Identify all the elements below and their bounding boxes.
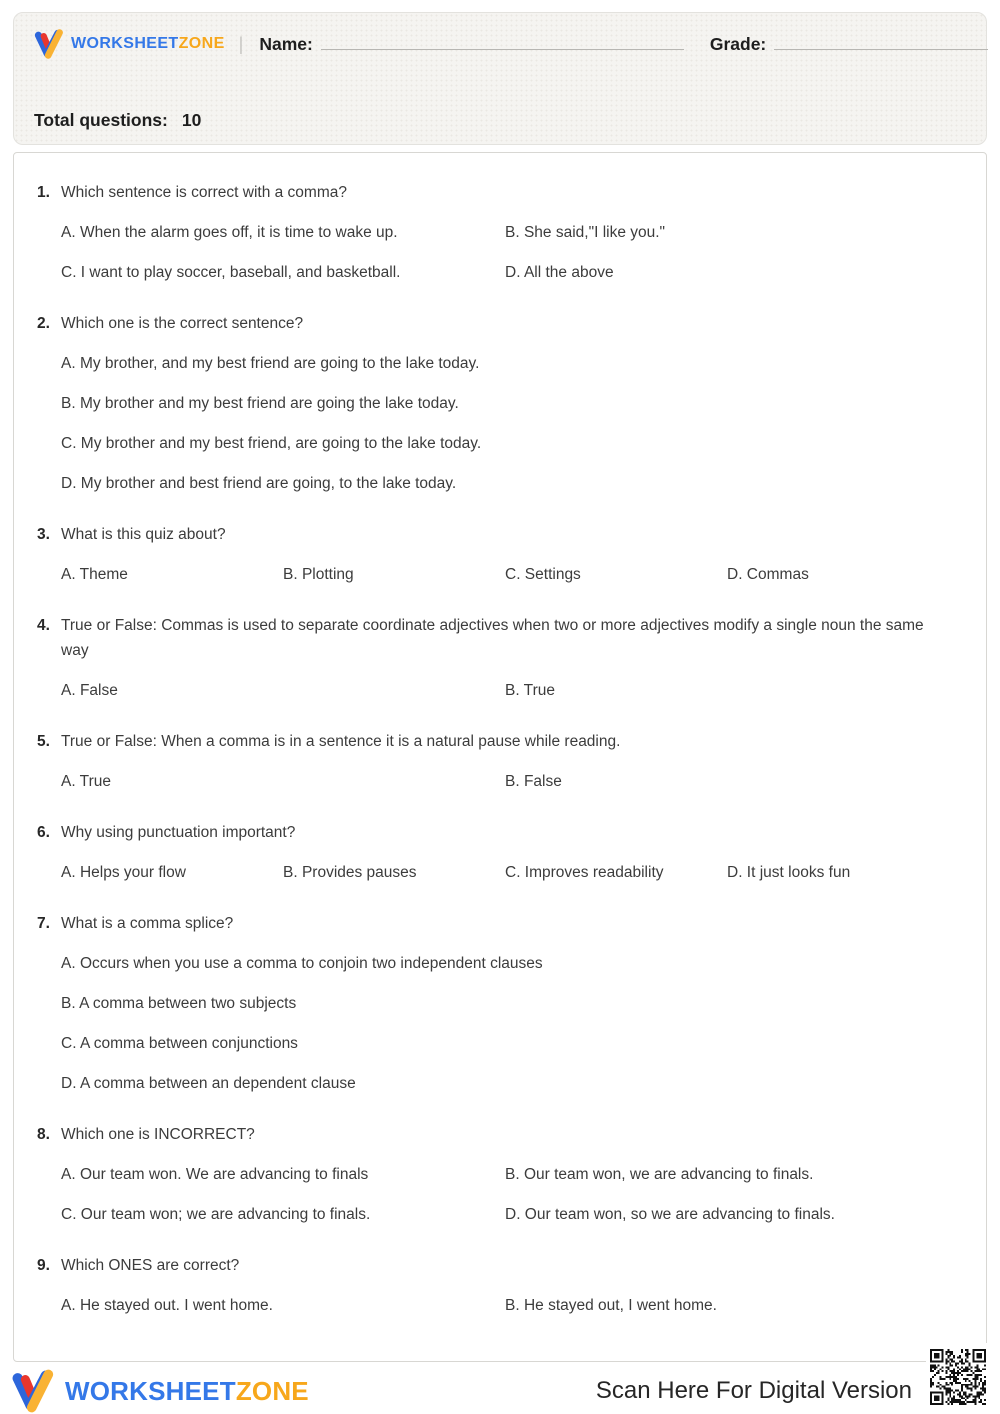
answer-option: B. Plotting (283, 566, 354, 583)
question-box (13, 152, 987, 1362)
question-title-row (37, 613, 949, 663)
answer-option: A. When the alarm goes off, it is time to wake up. (61, 224, 398, 241)
answer-option: C. A comma between conjunctions (61, 1035, 298, 1052)
footer-brand-mark-icon (8, 1368, 58, 1414)
question-text: Which ONES are correct? (61, 1257, 240, 1274)
options-grid (61, 769, 949, 794)
question-number: 6. (37, 824, 50, 841)
total-questions-label: Total questions: (34, 110, 168, 130)
header-divider: | (238, 33, 244, 54)
footer-brand-word-worksheet: WORKSHEET (65, 1375, 236, 1406)
answer-option: B. He stayed out, I went home. (505, 1297, 717, 1314)
question-text: Why using punctuation important? (61, 824, 296, 841)
options-grid (61, 1162, 949, 1227)
question-title-row (37, 1253, 949, 1278)
question-text: What is a comma splice? (61, 915, 234, 932)
question-item (37, 311, 949, 496)
brand-word-zone: ZONE (178, 35, 225, 52)
answer-option: C. Settings (505, 566, 581, 583)
answer-option: D. A comma between an dependent clause (61, 1075, 356, 1092)
options-grid (61, 562, 949, 587)
question-number: 5. (37, 733, 50, 750)
question-title-row (37, 522, 949, 547)
question-text: True or False: Commas is used to separate coordinate adjectives when two or more adjectives modify a single noun the same way (61, 617, 924, 659)
question-title-row (37, 911, 949, 936)
name-label: Name: (259, 33, 313, 54)
answer-option: D. It just looks fun (727, 864, 851, 881)
question-number: 4. (37, 617, 50, 634)
question-number: 9. (37, 1257, 50, 1274)
question-item (37, 1253, 949, 1318)
options-grid (61, 678, 949, 703)
answer-option: B. She said,"I like you." (505, 224, 666, 241)
answer-option: B. True (505, 682, 555, 699)
answer-option: D. My brother and best friend are going, to the lake today. (61, 475, 457, 492)
brand-logo (34, 28, 225, 60)
name-input-line[interactable] (321, 36, 684, 50)
question-item (37, 1122, 949, 1227)
footer-brand-word-zone: ZONE (235, 1375, 309, 1406)
answer-option: A. He stayed out. I went home. (61, 1297, 273, 1314)
question-item (37, 613, 949, 703)
question-number: 2. (37, 315, 50, 332)
question-text: Which one is INCORRECT? (61, 1126, 255, 1143)
answer-option: A. Occurs when you use a comma to conjoin two independent clauses (61, 955, 543, 972)
header-row (34, 28, 964, 60)
brand-word-worksheet: WORKSHEET (71, 35, 179, 52)
answer-option: D. Our team won, so we are advancing to finals. (505, 1206, 835, 1223)
grade-field (710, 34, 988, 55)
answer-option: A. Theme (61, 566, 128, 583)
question-title-row (37, 820, 949, 845)
footer-brand-text (65, 1376, 309, 1407)
header-panel (13, 12, 987, 145)
answer-option: C. My brother and my best friend, are going to the lake today. (61, 435, 482, 452)
answer-option: C. Improves readability (505, 864, 664, 881)
answer-option: B. A comma between two subjects (61, 995, 297, 1012)
question-title-row (37, 311, 949, 336)
options-grid (61, 351, 949, 496)
answer-option: B. Provides pauses (283, 864, 417, 881)
question-number: 7. (37, 915, 50, 932)
answer-option: B. False (505, 773, 562, 790)
grade-input-line[interactable] (774, 36, 988, 50)
qr-code-container (926, 1343, 990, 1411)
question-text: Which sentence is correct with a comma? (61, 184, 347, 201)
question-number: 1. (37, 184, 50, 201)
total-questions-value: 10 (181, 110, 202, 130)
question-item (37, 522, 949, 587)
question-text: Which one is the correct sentence? (61, 315, 304, 332)
question-text: What is this quiz about? (61, 526, 226, 543)
answer-option: A. My brother, and my best friend are going to the lake today. (61, 355, 480, 372)
name-field (259, 34, 684, 55)
question-item (37, 820, 949, 885)
answer-option: D. All the above (505, 264, 614, 281)
options-grid (61, 951, 949, 1096)
answer-option: C. Our team won; we are advancing to finals. (61, 1206, 371, 1223)
answer-option: B. My brother and my best friend are going the lake today. (61, 395, 459, 412)
answer-option: A. True (61, 773, 111, 790)
question-number: 3. (37, 526, 50, 543)
answer-option: B. Our team won, we are advancing to finals. (505, 1166, 814, 1183)
answer-option: A. Our team won. We are advancing to finals (61, 1166, 369, 1183)
question-title-row (37, 729, 949, 754)
question-number: 8. (37, 1126, 50, 1143)
options-grid (61, 220, 949, 285)
question-title-row (37, 180, 949, 205)
answer-option: A. False (61, 682, 118, 699)
answer-option: A. Helps your flow (61, 864, 186, 881)
scan-here-text: Scan Here For Digital Version (595, 1377, 912, 1404)
options-grid (61, 860, 949, 885)
footer (0, 1368, 1000, 1414)
footer-brand-logo (8, 1368, 309, 1414)
qr-code-icon (930, 1347, 986, 1407)
question-title-row (37, 1122, 949, 1147)
grade-label: Grade: (709, 33, 767, 54)
brand-text (71, 35, 225, 53)
options-grid (61, 1293, 949, 1318)
brand-mark-icon (34, 28, 64, 60)
question-text: True or False: When a comma is in a sentence it is a natural pause while reading. (61, 733, 621, 750)
question-item (37, 729, 949, 794)
question-item (37, 180, 949, 285)
total-questions-row (34, 110, 964, 131)
question-item (37, 911, 949, 1096)
answer-option: C. I want to play soccer, baseball, and basketball. (61, 264, 401, 281)
answer-option: D. Commas (727, 566, 809, 583)
